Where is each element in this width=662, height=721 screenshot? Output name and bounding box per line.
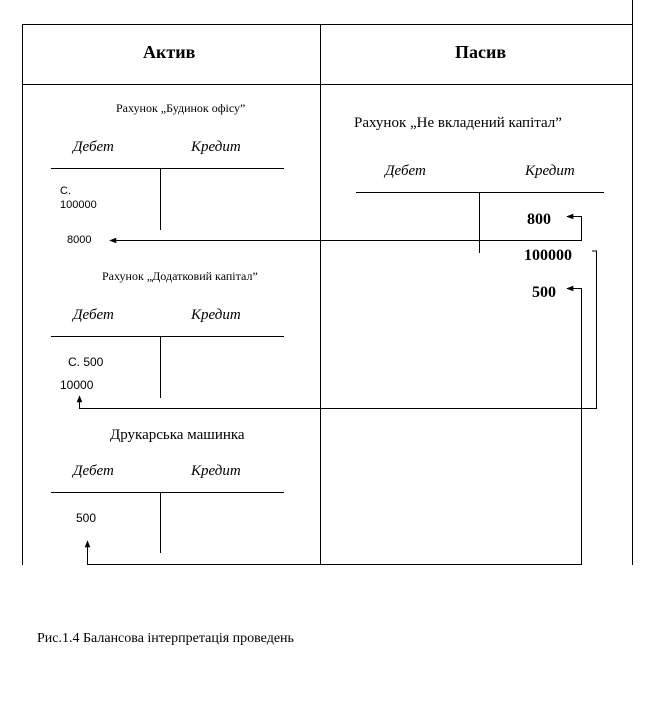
opening-balance: С. 500 — [68, 355, 104, 369]
figure-caption: Рис.1.4 Балансова інтерпретація проведень — [37, 631, 294, 646]
credit-entry-100000: 100000 — [524, 247, 572, 264]
opening-balance: 100000 — [60, 199, 97, 211]
arrow-800-to-8000 — [110, 217, 582, 241]
header-liabilities: Пасив — [455, 42, 507, 62]
header-assets: Актив — [143, 42, 196, 62]
debit-label: Дебет — [73, 139, 114, 155]
account-title-additional-capital: Рахунок „Додатковий капітал” — [102, 269, 258, 283]
credit-label: Кредит — [191, 139, 241, 155]
debit-label: Дебет — [73, 463, 114, 479]
entry-8000: 8000 — [67, 234, 92, 246]
account-title-unpaid-capital: Рахунок „Не вкладений капітал” — [354, 115, 562, 131]
credit-entry-800: 800 — [527, 211, 551, 228]
entry-10000: 10000 — [60, 378, 94, 392]
t-account-unpaid-capital — [356, 192, 604, 253]
credit-label: Кредит — [191, 307, 241, 323]
account-title-typewriter: Друкарська машинка — [110, 427, 245, 443]
opening-prefix: С. — [60, 185, 71, 197]
debit-label: Дебет — [385, 163, 426, 179]
entry-500: 500 — [76, 511, 97, 525]
credit-label: Кредит — [191, 463, 241, 479]
credit-label: Кредит — [525, 163, 575, 179]
account-title-office-building: Рахунок „Будинок офісу” — [116, 101, 246, 115]
debit-label: Дебет — [73, 307, 114, 323]
credit-entry-500: 500 — [532, 284, 556, 301]
